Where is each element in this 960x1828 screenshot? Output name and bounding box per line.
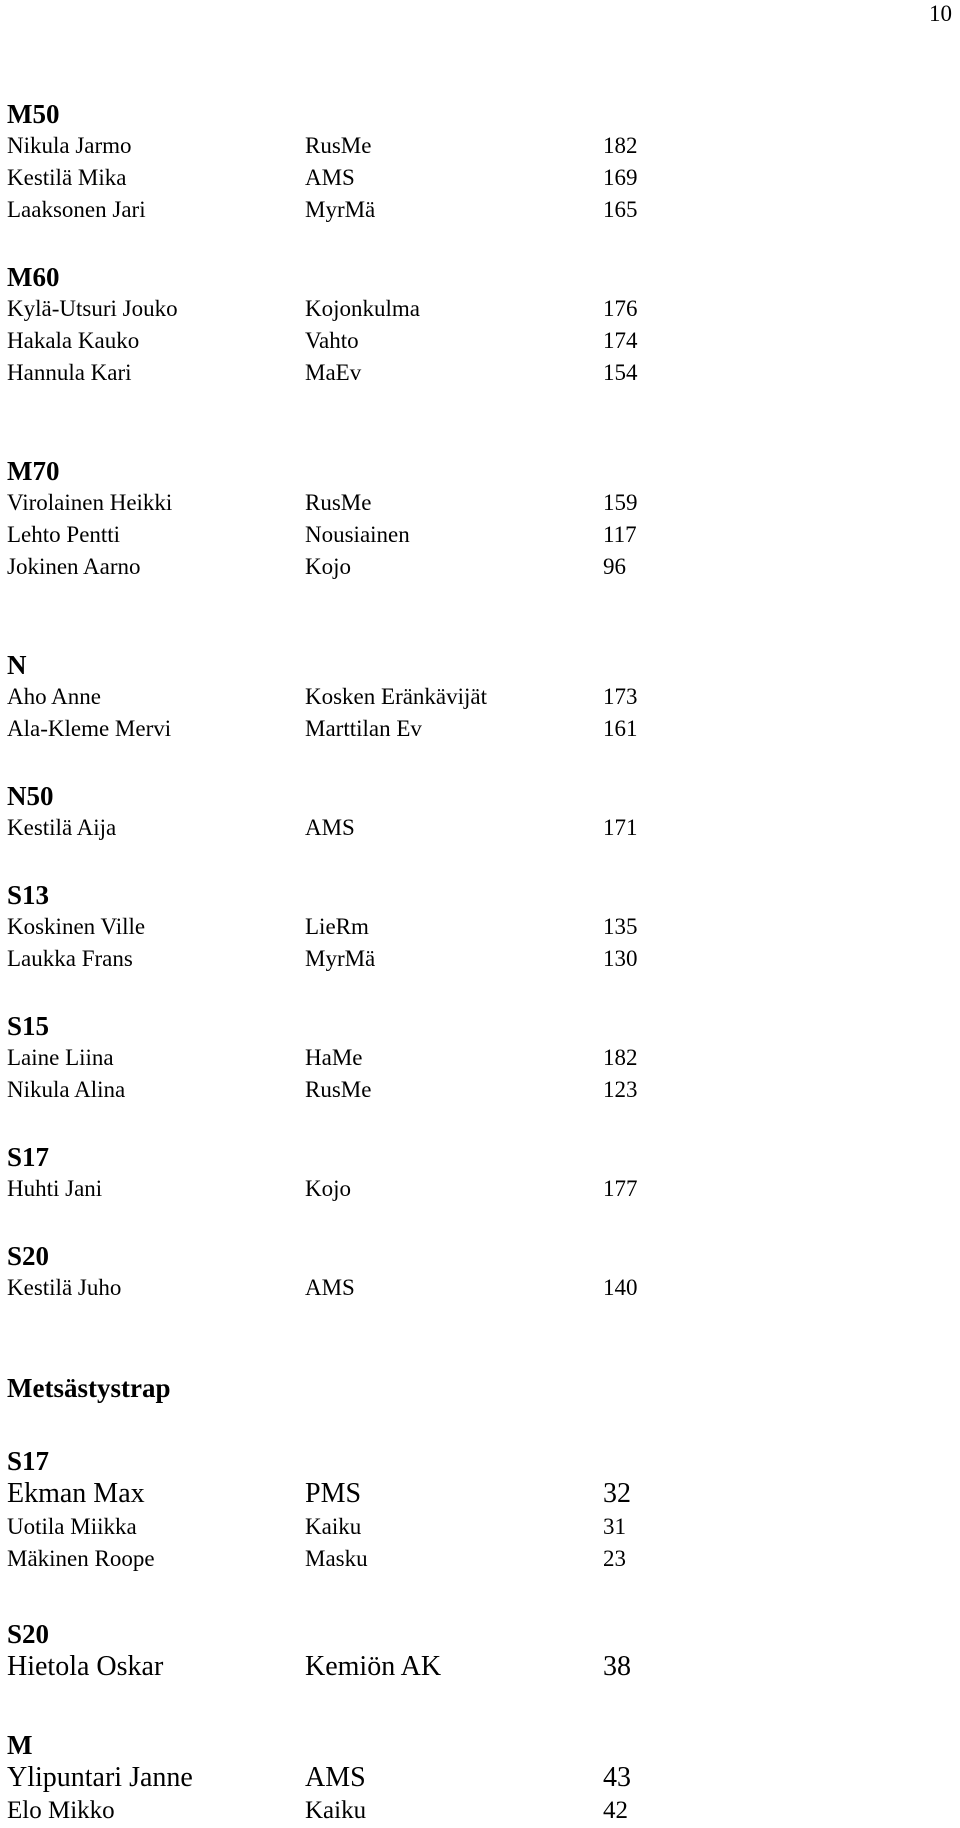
club-name: MyrMä — [305, 197, 376, 222]
competitor-name: Laukka Frans — [7, 946, 133, 971]
competitor-name: Kestilä Mika — [7, 165, 127, 190]
score: 130 — [603, 946, 638, 971]
result-row — [7, 713, 947, 745]
competitor-name: Jokinen Aarno — [7, 554, 141, 579]
section-heading: S17 — [7, 1446, 50, 1476]
competitor-name: Elo Mikko — [7, 1797, 115, 1824]
section-heading: M50 — [7, 99, 60, 129]
score: 165 — [603, 197, 638, 222]
competitor-name: Aho Anne — [7, 684, 101, 709]
section-s20 — [7, 1240, 947, 1304]
competitor-name: Huhti Jani — [7, 1176, 103, 1201]
club-name: HaMe — [305, 1045, 363, 1070]
score: 173 — [603, 684, 638, 709]
competitor-name: Hannula Kari — [7, 360, 132, 385]
score: 159 — [603, 490, 638, 515]
result-row — [7, 1173, 947, 1205]
section-heading: N — [7, 650, 27, 680]
section-heading: S17 — [7, 1142, 50, 1172]
result-row — [7, 194, 947, 226]
competitor-name: Virolainen Heikki — [7, 490, 173, 515]
result-row — [7, 1543, 947, 1575]
result-row — [7, 130, 947, 162]
club-name: Nousiainen — [305, 522, 410, 547]
section-heading: M — [7, 1730, 33, 1760]
section-m50 — [7, 98, 947, 226]
score: 43 — [603, 1762, 631, 1793]
competitor-name: Hietola Oskar — [7, 1651, 164, 1682]
result-row — [7, 551, 947, 583]
club-name: Kaiku — [305, 1514, 362, 1539]
score: 161 — [603, 716, 638, 741]
club-name: MyrMä — [305, 946, 376, 971]
competitor-name: Lehto Pentti — [7, 522, 121, 547]
club-name: Kosken Eränkävijät — [305, 684, 488, 709]
club-name: Kojonkulma — [305, 296, 420, 321]
result-row — [7, 812, 947, 844]
competitor-name: Nikula Alina — [7, 1077, 126, 1102]
result-row — [7, 1074, 947, 1106]
metsastystrap-title: Metsästystrap — [7, 1373, 171, 1403]
result-row — [7, 1477, 947, 1511]
page-number: 10 — [929, 1, 952, 26]
club-name: Masku — [305, 1546, 368, 1571]
score: 32 — [603, 1478, 631, 1509]
result-row — [7, 162, 947, 194]
club-name: RusMe — [305, 133, 372, 158]
result-row — [7, 293, 947, 325]
score: 169 — [603, 165, 638, 190]
section-n50 — [7, 780, 947, 844]
competitor-name: Ala-Kleme Mervi — [7, 716, 172, 741]
club-name: LieRm — [305, 914, 369, 939]
score: 176 — [603, 296, 638, 321]
score: 171 — [603, 815, 638, 840]
section-s17 — [7, 1141, 947, 1205]
score: 42 — [603, 1797, 628, 1824]
result-row — [7, 519, 947, 551]
section-heading: S13 — [7, 880, 50, 910]
result-row — [7, 487, 947, 519]
result-row — [7, 1795, 947, 1827]
score: 182 — [603, 133, 638, 158]
competitor-name: Uotila Miikka — [7, 1514, 137, 1539]
section-heading: S15 — [7, 1011, 50, 1041]
section-metsastys-s20 — [7, 1618, 947, 1684]
score: 154 — [603, 360, 638, 385]
club-name: Vahto — [305, 328, 359, 353]
result-row — [7, 943, 947, 975]
club-name: Kojo — [305, 1176, 351, 1201]
score: 31 — [603, 1514, 626, 1539]
competitor-name: Mäkinen Roope — [7, 1546, 155, 1571]
score: 174 — [603, 328, 638, 353]
result-row — [7, 1042, 947, 1074]
section-m60 — [7, 261, 947, 389]
section-s15 — [7, 1010, 947, 1106]
competitor-name: Laaksonen Jari — [7, 197, 146, 222]
competitor-name: Kestilä Juho — [7, 1275, 122, 1300]
section-metsastys-s17 — [7, 1445, 947, 1575]
section-n — [7, 649, 947, 745]
section-heading: M70 — [7, 456, 60, 486]
score: 177 — [603, 1176, 638, 1201]
section-heading: S20 — [7, 1241, 50, 1271]
club-name: AMS — [305, 815, 355, 840]
competitor-name: Hakala Kauko — [7, 328, 140, 353]
result-row — [7, 357, 947, 389]
score: 123 — [603, 1077, 638, 1102]
competitor-name: Ekman Max — [7, 1478, 145, 1509]
section-s13 — [7, 879, 947, 975]
result-row — [7, 325, 947, 357]
result-row — [7, 1511, 947, 1543]
score: 140 — [603, 1275, 638, 1300]
section-heading: S20 — [7, 1619, 50, 1649]
section-heading: N50 — [7, 781, 54, 811]
result-row — [7, 911, 947, 943]
result-row — [7, 1761, 947, 1795]
club-name: AMS — [305, 1762, 366, 1793]
result-row — [7, 1650, 947, 1684]
club-name: AMS — [305, 1275, 355, 1300]
competitor-name: Kestilä Aija — [7, 815, 117, 840]
result-row — [7, 1272, 947, 1304]
section-metsastys-m — [7, 1729, 947, 1827]
club-name: Kojo — [305, 554, 351, 579]
club-name: MaEv — [305, 360, 362, 385]
competitor-name: Kylä-Utsuri Jouko — [7, 296, 178, 321]
score: 135 — [603, 914, 638, 939]
score: 96 — [603, 554, 626, 579]
competitor-name: Laine Liina — [7, 1045, 114, 1070]
club-name: Marttilan Ev — [305, 716, 422, 741]
result-row — [7, 681, 947, 713]
club-name: PMS — [305, 1478, 362, 1509]
section-heading: M60 — [7, 262, 60, 292]
club-name: Kaiku — [305, 1797, 367, 1824]
competitor-name: Nikula Jarmo — [7, 133, 132, 158]
score: 38 — [603, 1651, 631, 1682]
club-name: Kemiön AK — [305, 1651, 442, 1682]
competitor-name: Ylipuntari Janne — [7, 1762, 193, 1793]
score: 23 — [603, 1546, 626, 1571]
club-name: RusMe — [305, 490, 372, 515]
competitor-name: Koskinen Ville — [7, 914, 146, 939]
club-name: AMS — [305, 165, 355, 190]
score: 182 — [603, 1045, 638, 1070]
section-m70 — [7, 455, 947, 583]
score: 117 — [603, 522, 637, 547]
club-name: RusMe — [305, 1077, 372, 1102]
